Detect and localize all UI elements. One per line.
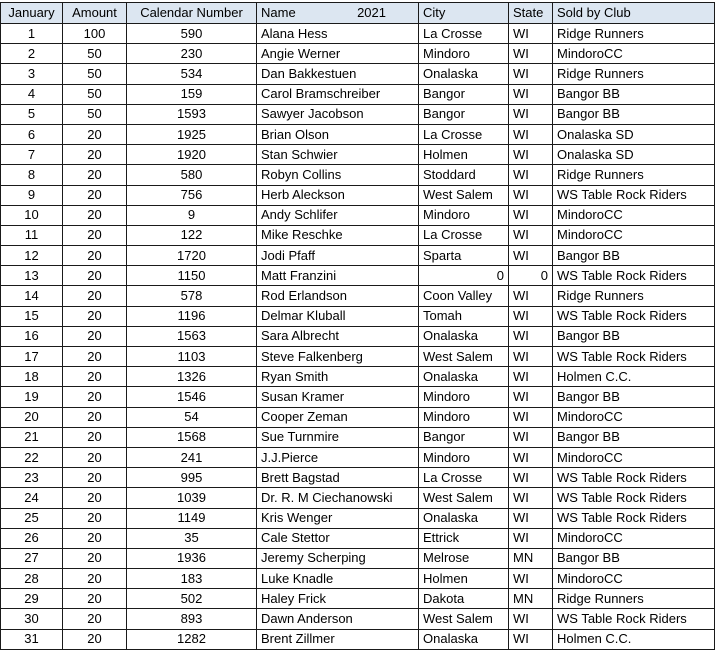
cell-day[interactable]: 30 bbox=[1, 609, 63, 629]
cell-name[interactable]: Haley Frick bbox=[257, 589, 419, 609]
cell-city[interactable]: West Salem bbox=[419, 185, 509, 205]
cell-name[interactable]: Angie Werner bbox=[257, 44, 419, 64]
cell-calendar-number[interactable]: 183 bbox=[127, 569, 257, 589]
cell-city[interactable]: Mindoro bbox=[419, 205, 509, 225]
table-row bbox=[1, 266, 715, 286]
cell-day[interactable]: 31 bbox=[1, 629, 63, 649]
table-row bbox=[1, 589, 715, 609]
cell-amount[interactable]: 20 bbox=[63, 225, 127, 245]
cell-club[interactable]: Ridge Runners bbox=[553, 589, 715, 609]
cell-amount[interactable]: 20 bbox=[63, 427, 127, 447]
cell-amount[interactable]: 100 bbox=[63, 24, 127, 44]
cell-amount[interactable]: 20 bbox=[63, 629, 127, 649]
cell-state[interactable]: WI bbox=[509, 528, 553, 548]
cell-day[interactable]: 5 bbox=[1, 104, 63, 124]
cell-club[interactable]: Onalaska SD bbox=[553, 124, 715, 144]
cell-calendar-number[interactable]: 1546 bbox=[127, 387, 257, 407]
cell-state[interactable]: WI bbox=[509, 387, 553, 407]
cell-calendar-number[interactable]: 54 bbox=[127, 407, 257, 427]
cell-club[interactable]: Ridge Runners bbox=[553, 286, 715, 306]
table-row bbox=[1, 286, 715, 306]
cell-name[interactable]: J.J.Pierce bbox=[257, 447, 419, 467]
table-row bbox=[1, 145, 715, 165]
header-january[interactable]: January bbox=[1, 3, 63, 24]
cell-city[interactable]: Mindoro bbox=[419, 447, 509, 467]
header-name[interactable] bbox=[257, 3, 419, 24]
cell-day[interactable]: 2 bbox=[1, 44, 63, 64]
cell-day[interactable]: 29 bbox=[1, 589, 63, 609]
cell-day[interactable]: 19 bbox=[1, 387, 63, 407]
cell-state[interactable]: WI bbox=[509, 205, 553, 225]
cell-day[interactable]: 17 bbox=[1, 347, 63, 367]
cell-calendar-number[interactable]: 578 bbox=[127, 286, 257, 306]
cell-club[interactable]: MindoroCC bbox=[553, 528, 715, 548]
cell-club[interactable]: Ridge Runners bbox=[553, 165, 715, 185]
cell-name[interactable]: Jodi Pfaff bbox=[257, 246, 419, 266]
cell-name[interactable]: Susan Kramer bbox=[257, 387, 419, 407]
table-row bbox=[1, 44, 715, 64]
cell-club[interactable]: WS Table Rock Riders bbox=[553, 185, 715, 205]
cell-state[interactable]: WI bbox=[509, 508, 553, 528]
table-row bbox=[1, 447, 715, 467]
cell-name[interactable]: Sue Turnmire bbox=[257, 427, 419, 447]
table-row bbox=[1, 569, 715, 589]
cell-city[interactable]: La Crosse bbox=[419, 124, 509, 144]
cell-amount[interactable]: 50 bbox=[63, 64, 127, 84]
cell-name[interactable]: Alana Hess bbox=[257, 24, 419, 44]
table-header bbox=[1, 3, 715, 24]
table-row bbox=[1, 246, 715, 266]
cell-club[interactable]: MindoroCC bbox=[553, 407, 715, 427]
cell-club[interactable]: WS Table Rock Riders bbox=[553, 347, 715, 367]
table-row bbox=[1, 225, 715, 245]
cell-city[interactable]: Onalaska bbox=[419, 367, 509, 387]
cell-calendar-number[interactable]: 1920 bbox=[127, 145, 257, 165]
cell-state[interactable]: WI bbox=[509, 468, 553, 488]
cell-name[interactable]: Rod Erlandson bbox=[257, 286, 419, 306]
table-row bbox=[1, 367, 715, 387]
cell-calendar-number[interactable]: 1282 bbox=[127, 629, 257, 649]
cell-state[interactable]: WI bbox=[509, 367, 553, 387]
cell-calendar-number[interactable]: 1039 bbox=[127, 488, 257, 508]
table-row bbox=[1, 488, 715, 508]
cell-club[interactable]: Bangor BB bbox=[553, 246, 715, 266]
cell-city[interactable]: Mindoro bbox=[419, 44, 509, 64]
cell-name[interactable]: Brent Zillmer bbox=[257, 629, 419, 649]
cell-calendar-number[interactable]: 893 bbox=[127, 609, 257, 629]
cell-day[interactable]: 1 bbox=[1, 24, 63, 44]
cell-amount[interactable]: 20 bbox=[63, 205, 127, 225]
header-row bbox=[1, 3, 715, 24]
cell-city[interactable]: Sparta bbox=[419, 246, 509, 266]
cell-city[interactable]: Onalaska bbox=[419, 629, 509, 649]
cell-name[interactable]: Sawyer Jacobson bbox=[257, 104, 419, 124]
cell-calendar-number[interactable]: 1593 bbox=[127, 104, 257, 124]
cell-state[interactable]: MN bbox=[509, 548, 553, 568]
table-row bbox=[1, 407, 715, 427]
cell-day[interactable]: 27 bbox=[1, 548, 63, 568]
cell-city[interactable]: West Salem bbox=[419, 609, 509, 629]
cell-day[interactable]: 12 bbox=[1, 246, 63, 266]
cell-name[interactable]: Jeremy Scherping bbox=[257, 548, 419, 568]
table-row bbox=[1, 508, 715, 528]
cell-amount[interactable]: 20 bbox=[63, 306, 127, 326]
cell-club[interactable]: WS Table Rock Riders bbox=[553, 609, 715, 629]
cell-name[interactable]: Dawn Anderson bbox=[257, 609, 419, 629]
cell-state[interactable]: WI bbox=[509, 84, 553, 104]
header-calendar-number[interactable]: Calendar Number bbox=[127, 3, 257, 24]
table-row bbox=[1, 165, 715, 185]
cell-state[interactable]: 0 bbox=[509, 266, 553, 286]
cell-name[interactable]: Dan Bakkestuen bbox=[257, 64, 419, 84]
cell-calendar-number[interactable]: 502 bbox=[127, 589, 257, 609]
cell-day[interactable]: 10 bbox=[1, 205, 63, 225]
cell-name[interactable]: Ryan Smith bbox=[257, 367, 419, 387]
cell-calendar-number[interactable]: 1196 bbox=[127, 306, 257, 326]
cell-amount[interactable]: 20 bbox=[63, 589, 127, 609]
table-body bbox=[1, 24, 715, 650]
cell-name[interactable]: Brian Olson bbox=[257, 124, 419, 144]
table-row bbox=[1, 104, 715, 124]
cell-state[interactable]: WI bbox=[509, 64, 553, 84]
table-row bbox=[1, 528, 715, 548]
cell-calendar-number[interactable]: 241 bbox=[127, 447, 257, 467]
table-row bbox=[1, 306, 715, 326]
cell-amount[interactable]: 20 bbox=[63, 548, 127, 568]
cell-city[interactable]: Mindoro bbox=[419, 407, 509, 427]
cell-calendar-number[interactable]: 1103 bbox=[127, 347, 257, 367]
cell-calendar-number[interactable]: 995 bbox=[127, 468, 257, 488]
cell-city[interactable]: Tomah bbox=[419, 306, 509, 326]
cell-club[interactable]: WS Table Rock Riders bbox=[553, 488, 715, 508]
cell-day[interactable]: 16 bbox=[1, 326, 63, 346]
cell-amount[interactable]: 20 bbox=[63, 185, 127, 205]
cell-name[interactable]: Sara Albrecht bbox=[257, 326, 419, 346]
cell-name[interactable]: Cale Stettor bbox=[257, 528, 419, 548]
cell-calendar-number[interactable]: 1720 bbox=[127, 246, 257, 266]
cell-club[interactable]: Bangor BB bbox=[553, 387, 715, 407]
cell-name[interactable]: Carol Bramschreiber bbox=[257, 84, 419, 104]
cell-city[interactable]: Onalaska bbox=[419, 64, 509, 84]
cell-state[interactable]: WI bbox=[509, 145, 553, 165]
cell-state[interactable]: WI bbox=[509, 447, 553, 467]
cell-day[interactable]: 13 bbox=[1, 266, 63, 286]
header-amount[interactable]: Amount bbox=[63, 3, 127, 24]
cell-name[interactable]: Stan Schwier bbox=[257, 145, 419, 165]
cell-day[interactable]: 24 bbox=[1, 488, 63, 508]
cell-day[interactable]: 20 bbox=[1, 407, 63, 427]
cell-city[interactable]: West Salem bbox=[419, 488, 509, 508]
cell-club[interactable]: MindoroCC bbox=[553, 225, 715, 245]
cell-calendar-number[interactable]: 122 bbox=[127, 225, 257, 245]
cell-city[interactable]: La Crosse bbox=[419, 225, 509, 245]
cell-club[interactable]: WS Table Rock Riders bbox=[553, 508, 715, 528]
cell-state[interactable]: WI bbox=[509, 225, 553, 245]
cell-calendar-number[interactable]: 1326 bbox=[127, 367, 257, 387]
cell-amount[interactable]: 20 bbox=[63, 387, 127, 407]
cell-club[interactable]: MindoroCC bbox=[553, 205, 715, 225]
table-row bbox=[1, 609, 715, 629]
cell-state[interactable]: WI bbox=[509, 488, 553, 508]
table-row bbox=[1, 326, 715, 346]
header-city[interactable]: City bbox=[419, 3, 509, 24]
cell-day[interactable]: 14 bbox=[1, 286, 63, 306]
cell-city[interactable]: Ettrick bbox=[419, 528, 509, 548]
cell-club[interactable]: WS Table Rock Riders bbox=[553, 266, 715, 286]
cell-city[interactable]: Onalaska bbox=[419, 326, 509, 346]
cell-amount[interactable]: 20 bbox=[63, 609, 127, 629]
cell-amount[interactable]: 20 bbox=[63, 165, 127, 185]
cell-calendar-number[interactable]: 1563 bbox=[127, 326, 257, 346]
cell-club[interactable]: WS Table Rock Riders bbox=[553, 306, 715, 326]
cell-city[interactable]: Bangor bbox=[419, 84, 509, 104]
cell-amount[interactable]: 50 bbox=[63, 84, 127, 104]
cell-name[interactable]: Brett Bagstad bbox=[257, 468, 419, 488]
cell-city[interactable]: Dakota bbox=[419, 589, 509, 609]
cell-day[interactable]: 11 bbox=[1, 225, 63, 245]
cell-name[interactable]: Delmar Kluball bbox=[257, 306, 419, 326]
table-row bbox=[1, 205, 715, 225]
cell-day[interactable]: 7 bbox=[1, 145, 63, 165]
header-sold-by-club[interactable]: Sold by Club bbox=[553, 3, 715, 24]
cell-day[interactable]: 25 bbox=[1, 508, 63, 528]
cell-state[interactable]: WI bbox=[509, 104, 553, 124]
cell-calendar-number[interactable]: 159 bbox=[127, 84, 257, 104]
table-row bbox=[1, 387, 715, 407]
cell-calendar-number[interactable]: 756 bbox=[127, 185, 257, 205]
cell-club[interactable]: Holmen C.C. bbox=[553, 629, 715, 649]
cell-name[interactable]: Mike Reschke bbox=[257, 225, 419, 245]
cell-name[interactable]: Robyn Collins bbox=[257, 165, 419, 185]
cell-day[interactable]: 18 bbox=[1, 367, 63, 387]
cell-amount[interactable]: 20 bbox=[63, 266, 127, 286]
table-row bbox=[1, 84, 715, 104]
table-row bbox=[1, 468, 715, 488]
cell-amount[interactable]: 20 bbox=[63, 347, 127, 367]
cell-state[interactable]: WI bbox=[509, 427, 553, 447]
header-state[interactable]: State bbox=[509, 3, 553, 24]
cell-club[interactable]: Bangor BB bbox=[553, 427, 715, 447]
cell-club[interactable]: WS Table Rock Riders bbox=[553, 468, 715, 488]
cell-day[interactable]: 15 bbox=[1, 306, 63, 326]
cell-calendar-number[interactable]: 580 bbox=[127, 165, 257, 185]
cell-city[interactable]: La Crosse bbox=[419, 468, 509, 488]
cell-day[interactable]: 28 bbox=[1, 569, 63, 589]
cell-club[interactable]: Holmen C.C. bbox=[553, 367, 715, 387]
cell-city[interactable]: Bangor bbox=[419, 427, 509, 447]
cell-day[interactable]: 8 bbox=[1, 165, 63, 185]
cell-name[interactable]: Steve Falkenberg bbox=[257, 347, 419, 367]
cell-name[interactable]: Luke Knadle bbox=[257, 569, 419, 589]
cell-club[interactable]: Bangor BB bbox=[553, 326, 715, 346]
cell-city[interactable]: Mindoro bbox=[419, 387, 509, 407]
cell-state[interactable]: WI bbox=[509, 326, 553, 346]
cell-amount[interactable]: 50 bbox=[63, 44, 127, 64]
cell-club[interactable]: MindoroCC bbox=[553, 447, 715, 467]
cell-city[interactable]: Bangor bbox=[419, 104, 509, 124]
table-row bbox=[1, 427, 715, 447]
cell-name[interactable]: Herb Aleckson bbox=[257, 185, 419, 205]
cell-name[interactable]: Dr. R. M Ciechanowski bbox=[257, 488, 419, 508]
cell-day[interactable]: 22 bbox=[1, 447, 63, 467]
cell-amount[interactable]: 20 bbox=[63, 367, 127, 387]
cell-day[interactable]: 23 bbox=[1, 468, 63, 488]
cell-state[interactable]: WI bbox=[509, 165, 553, 185]
table-row bbox=[1, 185, 715, 205]
table-row bbox=[1, 124, 715, 144]
cell-calendar-number[interactable]: 590 bbox=[127, 24, 257, 44]
cell-amount[interactable]: 20 bbox=[63, 447, 127, 467]
cell-amount[interactable]: 20 bbox=[63, 528, 127, 548]
cell-day[interactable]: 4 bbox=[1, 84, 63, 104]
cell-amount[interactable]: 20 bbox=[63, 569, 127, 589]
header-name-label: Name bbox=[261, 5, 296, 20]
cell-day[interactable]: 21 bbox=[1, 427, 63, 447]
cell-city[interactable]: Stoddard bbox=[419, 165, 509, 185]
cell-state[interactable]: WI bbox=[509, 185, 553, 205]
cell-city[interactable]: Melrose bbox=[419, 548, 509, 568]
cell-club[interactable]: Onalaska SD bbox=[553, 145, 715, 165]
cell-city[interactable]: Holmen bbox=[419, 569, 509, 589]
cell-city[interactable]: 0 bbox=[419, 266, 509, 286]
cell-city[interactable]: La Crosse bbox=[419, 24, 509, 44]
cell-club[interactable]: MindoroCC bbox=[553, 44, 715, 64]
cell-calendar-number[interactable]: 35 bbox=[127, 528, 257, 548]
cell-calendar-number[interactable]: 230 bbox=[127, 44, 257, 64]
cell-amount[interactable]: 20 bbox=[63, 246, 127, 266]
cell-name[interactable]: Cooper Zeman bbox=[257, 407, 419, 427]
table-row bbox=[1, 629, 715, 649]
table-row bbox=[1, 548, 715, 568]
cell-amount[interactable]: 20 bbox=[63, 407, 127, 427]
cell-club[interactable]: Ridge Runners bbox=[553, 64, 715, 84]
cell-day[interactable]: 6 bbox=[1, 124, 63, 144]
cell-name[interactable]: Matt Franzini bbox=[257, 266, 419, 286]
cell-state[interactable]: WI bbox=[509, 246, 553, 266]
cell-club[interactable]: MindoroCC bbox=[553, 569, 715, 589]
cell-calendar-number[interactable]: 1925 bbox=[127, 124, 257, 144]
cell-calendar-number[interactable]: 9 bbox=[127, 205, 257, 225]
cell-state[interactable]: WI bbox=[509, 286, 553, 306]
cell-city[interactable]: Holmen bbox=[419, 145, 509, 165]
cell-calendar-number[interactable]: 1150 bbox=[127, 266, 257, 286]
header-year: 2021 bbox=[357, 5, 386, 20]
cell-name[interactable]: Andy Schlifer bbox=[257, 205, 419, 225]
table-row bbox=[1, 64, 715, 84]
cell-name[interactable]: Kris Wenger bbox=[257, 508, 419, 528]
cell-state[interactable]: WI bbox=[509, 629, 553, 649]
cell-state[interactable]: WI bbox=[509, 44, 553, 64]
cell-calendar-number[interactable]: 1936 bbox=[127, 548, 257, 568]
cell-amount[interactable]: 20 bbox=[63, 124, 127, 144]
cell-state[interactable]: WI bbox=[509, 407, 553, 427]
table-row bbox=[1, 347, 715, 367]
cell-city[interactable]: West Salem bbox=[419, 347, 509, 367]
cell-day[interactable]: 9 bbox=[1, 185, 63, 205]
cell-city[interactable]: Onalaska bbox=[419, 508, 509, 528]
cell-state[interactable]: WI bbox=[509, 609, 553, 629]
cell-calendar-number[interactable]: 1568 bbox=[127, 427, 257, 447]
cell-calendar-number[interactable]: 534 bbox=[127, 64, 257, 84]
cell-club[interactable]: Ridge Runners bbox=[553, 24, 715, 44]
cell-calendar-number[interactable]: 1149 bbox=[127, 508, 257, 528]
cell-club[interactable]: Bangor BB bbox=[553, 104, 715, 124]
cell-state[interactable]: WI bbox=[509, 24, 553, 44]
cell-day[interactable]: 3 bbox=[1, 64, 63, 84]
cell-amount[interactable]: 20 bbox=[63, 145, 127, 165]
cell-state[interactable]: WI bbox=[509, 347, 553, 367]
cell-city[interactable]: Coon Valley bbox=[419, 286, 509, 306]
cell-amount[interactable]: 20 bbox=[63, 286, 127, 306]
cell-club[interactable]: Bangor BB bbox=[553, 84, 715, 104]
cell-state[interactable]: WI bbox=[509, 306, 553, 326]
cell-day[interactable]: 26 bbox=[1, 528, 63, 548]
cell-amount[interactable]: 20 bbox=[63, 508, 127, 528]
cell-state[interactable]: WI bbox=[509, 124, 553, 144]
cell-club[interactable]: Bangor BB bbox=[553, 548, 715, 568]
table-row bbox=[1, 24, 715, 44]
cell-amount[interactable]: 20 bbox=[63, 326, 127, 346]
cell-state[interactable]: MN bbox=[509, 589, 553, 609]
cell-amount[interactable]: 50 bbox=[63, 104, 127, 124]
calendar-winners-table bbox=[0, 2, 715, 650]
cell-amount[interactable]: 20 bbox=[63, 488, 127, 508]
cell-amount[interactable]: 20 bbox=[63, 468, 127, 488]
cell-state[interactable]: WI bbox=[509, 569, 553, 589]
